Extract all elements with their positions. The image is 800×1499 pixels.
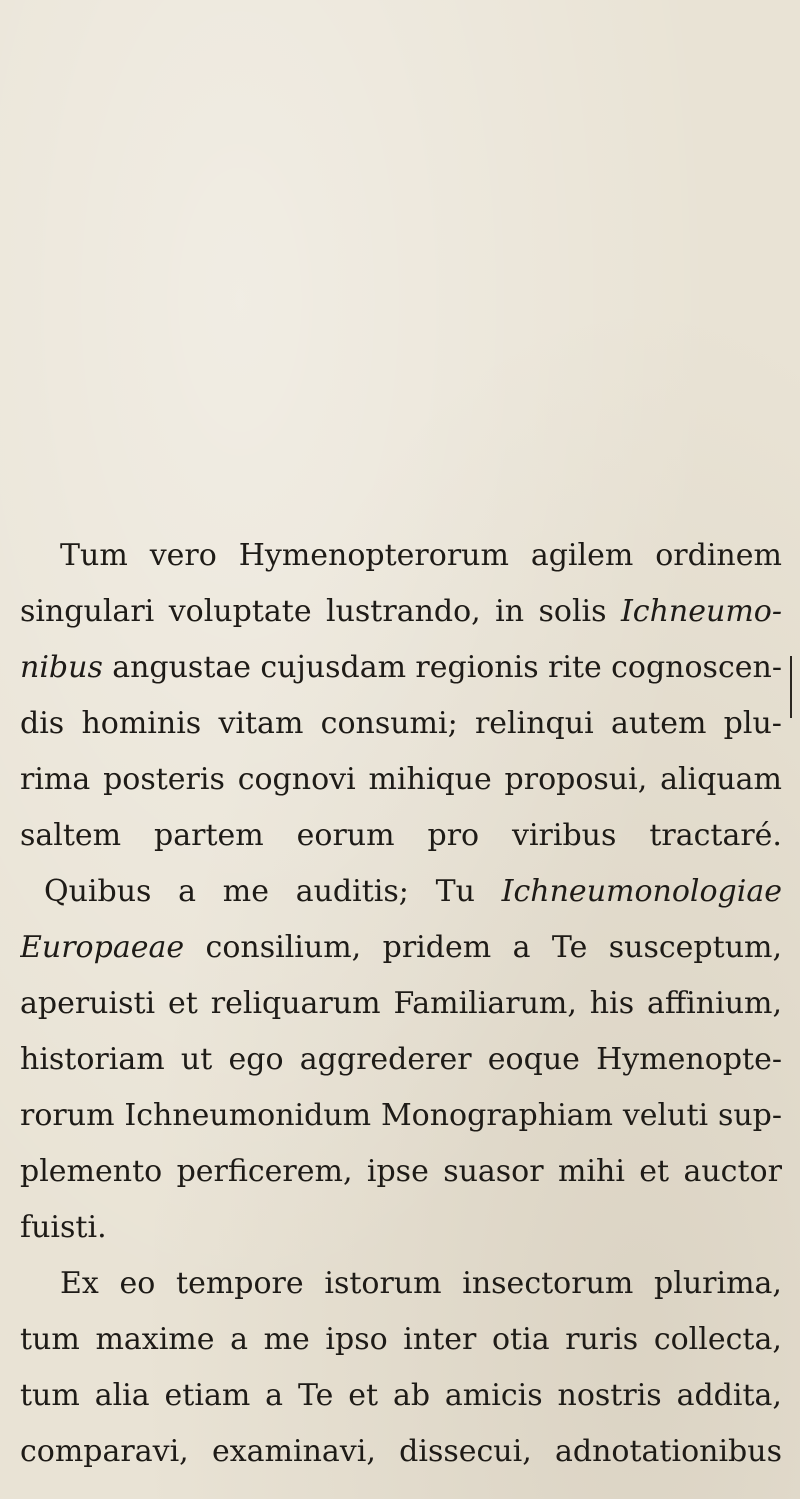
word: relinqui: [474, 706, 594, 741]
text-line: [20, 584, 782, 640]
text-line: [20, 808, 782, 864]
word: insectorum: [462, 1266, 634, 1301]
word: vero: [149, 538, 217, 573]
word: pridem: [382, 930, 492, 965]
text-line: [20, 1368, 782, 1424]
word: plemento: [20, 1154, 163, 1189]
word: sup-: [717, 1098, 782, 1133]
word: inter: [403, 1322, 477, 1357]
word: rorum: [20, 1098, 115, 1133]
word: regionis: [415, 650, 539, 685]
word: susceptum,: [608, 930, 782, 965]
word: nibus: [20, 650, 103, 685]
word: agilem: [530, 538, 634, 573]
body-text: [20, 528, 782, 1480]
word: consumi;: [320, 706, 458, 741]
word: hominis: [81, 706, 202, 741]
word: a: [230, 1322, 248, 1357]
word: mihique: [368, 762, 492, 797]
word: cognovi: [237, 762, 356, 797]
word: ipso: [325, 1322, 388, 1357]
word: tum: [20, 1378, 80, 1413]
word: aliquam: [660, 762, 782, 797]
word: cognoscen-: [611, 650, 782, 685]
word: etiam: [164, 1378, 251, 1413]
word: Ichneumo-: [620, 594, 782, 629]
word: proposui,: [504, 762, 648, 797]
word: ut: [180, 1042, 213, 1077]
word: Monographiam: [380, 1098, 613, 1133]
word: Te: [297, 1378, 334, 1413]
word: Ex: [60, 1266, 99, 1301]
word: historiam: [20, 1042, 165, 1077]
word: partem: [154, 818, 264, 853]
word: et: [168, 986, 198, 1021]
word: ipse: [366, 1154, 429, 1189]
word: examinavi,: [211, 1434, 376, 1469]
word: angustae: [112, 650, 252, 685]
text-line: [20, 920, 782, 976]
word: auditis;: [295, 874, 409, 909]
word: suasor: [443, 1154, 544, 1189]
word: a: [265, 1378, 284, 1413]
text-line: [20, 696, 782, 752]
word: nostris: [557, 1378, 662, 1413]
paragraph: [20, 864, 782, 1256]
word: addita,: [676, 1378, 782, 1413]
word: Tum: [60, 538, 128, 573]
word: in: [495, 594, 525, 629]
word: singulari: [20, 594, 155, 629]
word: amicis: [444, 1378, 543, 1413]
word: a: [512, 930, 531, 965]
word: saltem: [20, 818, 122, 853]
word: dis: [20, 706, 65, 741]
word: maxime: [95, 1322, 215, 1357]
word: collecta,: [653, 1322, 782, 1357]
text-line: [20, 1144, 782, 1200]
word: affinium,: [646, 986, 782, 1021]
text-line: [20, 1256, 782, 1312]
word: Tu: [435, 874, 475, 909]
word: tempore: [176, 1266, 304, 1301]
word: mihi: [557, 1154, 625, 1189]
word: posteris: [103, 762, 225, 797]
show-through-texture: [0, 0, 800, 500]
word: istorum: [324, 1266, 442, 1301]
word: consilium,: [205, 930, 362, 965]
word: me: [263, 1322, 310, 1357]
word: aperuisti: [20, 986, 156, 1021]
text-line: [20, 1088, 782, 1144]
word: otia: [491, 1322, 550, 1357]
word: fuisti.: [20, 1210, 107, 1245]
text-line: [20, 976, 782, 1032]
word: ordinem: [655, 538, 782, 573]
word: vitam: [218, 706, 304, 741]
word: alia: [94, 1378, 150, 1413]
word: his: [589, 986, 635, 1021]
word: Ichneumonidum: [124, 1098, 372, 1133]
word: et: [639, 1154, 670, 1189]
word: voluptate: [168, 594, 312, 629]
word: reliquarum: [210, 986, 381, 1021]
word: lustrando,: [326, 594, 481, 629]
word: Quibus: [44, 874, 152, 909]
word: Te: [551, 930, 588, 965]
word: adnotationibus: [555, 1434, 782, 1469]
word: rite: [548, 650, 602, 685]
word: autem: [610, 706, 707, 741]
word: solis: [538, 594, 607, 629]
word: eo: [119, 1266, 156, 1301]
word: aggrederer: [299, 1042, 472, 1077]
word: eoque: [487, 1042, 580, 1077]
word: Europaeae: [20, 930, 185, 965]
text-line: [20, 1200, 782, 1256]
word: a: [178, 874, 197, 909]
word: auctor: [683, 1154, 782, 1189]
word: rima: [20, 762, 91, 797]
word: plu-: [723, 706, 782, 741]
word: veluti: [622, 1098, 709, 1133]
text-line: [20, 1424, 782, 1480]
word: pro: [427, 818, 480, 853]
word: eorum: [296, 818, 395, 853]
text-line: [20, 528, 782, 584]
word: Hymenopte-: [596, 1042, 782, 1077]
text-line: [20, 752, 782, 808]
word: cujusdam: [260, 650, 407, 685]
text-line: [20, 640, 782, 696]
word: plurima,: [654, 1266, 782, 1301]
word: et: [348, 1378, 379, 1413]
word: tum: [20, 1322, 80, 1357]
word: tractaré.: [649, 818, 782, 853]
word: ruris: [565, 1322, 639, 1357]
word: Ichneumonologiae: [501, 874, 782, 909]
word: viribus: [512, 818, 617, 853]
text-line: [20, 1312, 782, 1368]
word: perficerem,: [176, 1154, 353, 1189]
margin-mark: [790, 656, 792, 718]
paragraph: [20, 1256, 782, 1480]
word: Familiarum,: [393, 986, 577, 1021]
paragraph: [20, 528, 782, 864]
text-line: [20, 864, 782, 920]
word: ego: [228, 1042, 284, 1077]
word: dissecui,: [399, 1434, 532, 1469]
word: comparavi,: [20, 1434, 189, 1469]
word: ab: [392, 1378, 431, 1413]
word: Hymenopterorum: [238, 538, 509, 573]
text-line: [20, 1032, 782, 1088]
word: me: [222, 874, 269, 909]
